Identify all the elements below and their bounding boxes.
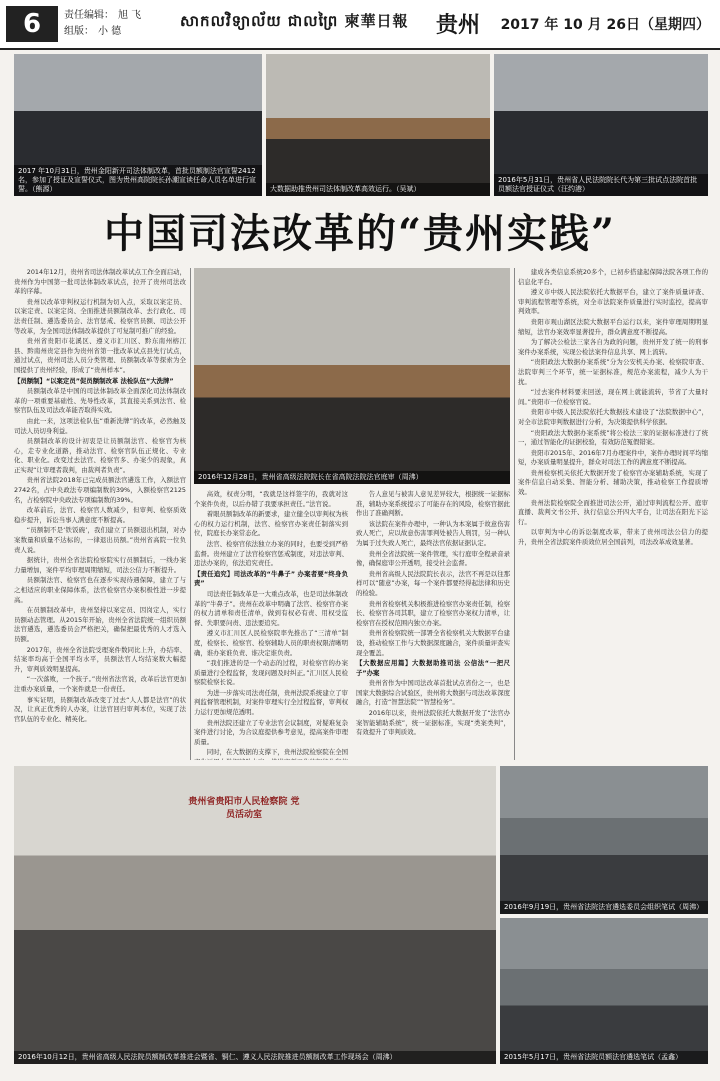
paragraph: 员额制改革的设计初衷是让员额制法官、检察官为核心，走专业化道路，推动法官、检察官队伍正规化、专业化、职业化。改变过去法官、检察官多、办案少的现象，真正实现“让审理者裁判，由裁判者负责”。 [14,437,186,474]
paragraph: “贵阳政法大数据办案系统”将公检法三家的证据标准进行了统一，通过智能化的证据校验，有效防范冤假错案。 [518,428,708,447]
photo-caption: 2017 年10月31日，贵州金阳新开司法体制改革，首批员额制法官宣誓2412名，参加了授证及宣誓仪式，图为贵州高院院长孙潮宣读任命人员名单进行宣誓。（熊源） [14,165,262,196]
article-column-4 [518,268,708,760]
editor-name: 旭 飞 [118,10,142,21]
paragraph: 员额制法官、检察官也在逐步实现待遇保障，建立了与之相适应的职业保障体系，法官检察官办案积极性进一步提高。 [14,576,186,604]
masthead [0,0,720,50]
paragraph: 以审判为中心的诉讼制度改革，带来了贵州司法公信力的提升，贵州全省法院案件质效位居全国前列，司法改革成效显著。 [518,528,708,547]
paragraph: 事实证明，员额制改革改变了过去“人人都是法官”的状况，让真正优秀的人办案，让法官回归审判本位，实现了法官队伍的专业化、精英化。 [14,695,186,723]
paragraph: 贵州省检察机关积极推进检察官办案责任制，检察长、检察官各司其职，建立了检察官办案权力清单，让检察官在授权范围内独立办案。 [356,599,510,627]
photo-caption: 2016年9月19日，贵州省法院法官遴选委员会组织笔试（周沸） [500,901,708,914]
paragraph: 遵义市中级人民法院依托大数据平台，建立了案件质量评查、审判流程管理等系统，对全市法院案件质量进行实时监控，提高审判效率。 [518,288,708,316]
paragraph: 2016年以来，贵州法院依托大数据开发了“法官办案智能辅助系统”，统一证据标准，实现“类案类判”，有效提升了审判质效。 [356,709,510,737]
paragraph: 改革前后，法官、检察官人数减少，但审判、检察质效稳步提升，诉讼当事人满意度不断提高。 [14,506,186,524]
paragraph: 遵义市汇川区人民检察院率先推出了“三清单”制度，检察长、检察官、检察辅助人员的职责权限清晰明确，谁办案谁负责、谁决定谁负责。 [194,629,348,657]
photo-conference-meeting [14,766,496,1064]
paragraph: 2017年，贵州全省法院受理案件数同比上升，办结率、结案率均高于全国平均水平，员额法官人均结案数大幅提升，审判质效明显提高。 [14,645,186,673]
paragraph: 建成各类信息系统20多个，已初步搭建起保障法院各项工作的信息化平台。 [518,268,708,286]
paragraph: 法官、检察官依法独立办案的同时，也要受到严格监督。贵州建立了法官检察官惩戒制度，对违法审判、违法办案的，依法追究责任。 [194,539,348,568]
paragraph: 据统计，贵州全省法院检察院实行员额制后，一线办案力量增加，案件平均审理周期缩短，司法公信力不断提升。 [14,556,186,574]
paragraph: 高效，权责分明，“我就是这样签字的，我就对这个案件负责，以后办错了我要承担责任。”法官说。 [194,490,348,508]
photo-caption: 大数据助推贵州司法体制改革高效运行。（吴斌） [266,183,490,196]
photo-award-ceremony [494,54,708,196]
column-divider [190,268,191,760]
subheading: 【员额制】“以案定员”促员额制改革 法检队伍“大洗牌” [14,376,174,385]
paragraph: 为进一步落实司法责任制，贵州法院系统建立了审判监督管理机制，对案件审理实行全过程监督，审判权力运行更加规范透明。 [194,688,348,717]
photo-written-exam-2 [500,918,708,1064]
column-divider [514,268,515,760]
article-column-3 [356,490,510,760]
photo-caption: 2015年5月17日，贵州省法院员额法官遴选笔试（孟鑫） [500,1051,708,1064]
paragraph: 为了解决公检法三家各自为政的问题，贵州开发了统一的刑事案件办案系统，实现公检法案件信息共享、网上流转。 [518,338,708,356]
photo-oath-ceremony [14,54,262,196]
paragraph: 贵阳市观山湖区法院大数据平台运行以来，案件审理周期明显缩短，法官办案效率显著提升，群众满意度不断提高。 [518,317,708,336]
paper-name: សាកលវិទ្យាល័យ ជាលព្រៃ 柬華日報 [180,12,409,30]
editor-credits [64,8,145,40]
photo-caption: 2016年5月31日，贵州省人民法院院长代为第三批试点法院首批员额法官授证仪式（汪约港） [494,174,708,196]
headline: 中国司法改革的“贵州实践” [103,210,616,257]
paragraph: 2014年12月，贵州省司法体制改革试点工作全面启动，贵州作为中国第一批司法体制改革试点，拉开了贵州司法改革的序幕。 [14,268,186,296]
photo-big-data-court [266,54,490,196]
paragraph: 在员额制改革中，贵州坚持以案定员、因岗定人，实行员额动态管理。从2015年开始，贵州全省法院统一组织员额法官遴选，遴选委员会严格把关，确保把最优秀的人才选入员额。 [14,606,186,643]
paragraph: 告人意见与被害人意见差异较大，根据统一证据标准，辅助办案系统提示了可能存在的风险，检察官据此作出了准确判断。 [356,490,510,518]
hall-sign: 贵州省贵阳市人民检察院 党员活动室 [188,797,300,820]
paragraph: 贵州省作为中国司法改革首批试点省份之一，也是国家大数据综合试验区，贵州将大数据与司法改革深度融合，打造“智慧法院”“智慧检务”。 [356,679,510,707]
paragraph: “员额制不是‘铁饭碗’，我们建立了员额退出机制，对办案数量和质量不达标的，一律退出员额。”贵州省高院一位负责人说。 [14,526,186,554]
paragraph: 同时，在大数据的支撑下，贵州法院检察院在全国 [206,748,348,757]
photo-caption: 2016年10月12日，贵州省高级人民法院员额制改革推进会暨省、铜仁、遵义人民法院推进员额制改革工作现场会（周沸） [14,1051,496,1064]
paragraph: “过去案件材料要来回送，现在网上就能流转，节省了大量时间。”贵阳市一位检察官说。 [518,388,708,406]
section-title: 贵州 [436,12,481,38]
issue-date: 2017 年 10 月 26日（星期四） [500,17,710,33]
subheading: 【大数据应用篇】大数据助推司法 公信法“一把尺子”办案 [356,659,510,677]
paragraph: 贵阳市2015年、2016年7月办理案件中，案件办理时间平均缩短，办案质量明显提升，群众对司法工作的满意度不断提高。 [518,448,708,467]
article-column-1 [14,268,186,760]
paragraph: 贵州检察机关依托大数据开发了检察官办案辅助系统，实现了案件信息自动采集、智能分析、辅助决策，推动检察工作提质增效。 [518,468,708,497]
editor-label: 责任编辑： [64,10,114,21]
paragraph: 贵州省贵阳市花溪区、遵义市汇川区、黔东南州榕江县、黔南州贵定县作为贵州省第一批改革试点县先行试点，通过试点，贵州司法人员分类管理、员额制改革等探索为全国提供了贵州经验，形成了“贵州样本”。 [14,337,186,374]
article-column-2 [194,490,348,760]
layout-label: 组版： [64,26,94,37]
paragraph: 贵州省检察院统一部署全省检察机关大数据平台建设，推动检察工作与大数据深度融合，案件质量评查实现全覆盖。 [356,629,510,657]
paragraph: 着眼员额制改革的新要求，建立健全以审判权为核心的权力运行机制，法官、检察官办案责任制落实到位，院庭长办案常态化。 [194,510,348,538]
paragraph: 司法责任制改革是一大重点改革，也是司法体制改革的“牛鼻子”。贵州在改革中明确了法官、检察官办案的权力清单和责任清单，做到有权必有责、用权受监督、失职要问责、违法要追究。 [194,589,348,627]
paragraph: 贵州全省法院统一案件管理，实行庭审全程录音录像，确保庭审公开透明，接受社会监督。 [356,549,510,568]
paragraph: “我们推进的是一个动态的过程，对检察官的办案质量进行全程监督，发现问题及时纠正。”汇川区人民检察院检察长说。 [194,659,348,687]
paragraph: “贵阳政法大数据办案系统”分为公安机关办案、检察院审查、法院审判三个环节，统一证据标准，规范办案流程，减少人为干扰。 [518,358,708,386]
paragraph: 贵州法院检察院全面推进司法公开，通过审判流程公开、庭审直播、裁判文书公开、执行信息公开四大平台，让司法在阳光下运行。 [518,498,708,526]
paragraph: 由此一来，这项法检队伍“重新洗牌”的改革，必然触及司法人员切身利益。 [14,416,186,435]
page-number: 6 [6,6,58,42]
paragraph: 贵州法院还建立了专业法官会议制度，对疑难复杂案件进行讨论，为合议庭提供参考意见，提高案件审理质量。 [194,718,348,746]
paragraph: 贵州以改革审判权运行机制为切入点，采取以案定员、以案定责、以案定岗、全面推进员额制改革、去行政化、司法责任制、遴选委员会、法官惩戒、检察官员额、司法公开等改革，为全国司法体制改革提供了可复制可推广的经验。 [14,297,186,335]
paragraph: 贵州省法院2018年已完成员额法官遴选工作，入额法官2742名，占中央政法专项编制数的39%，入额检察官2125名，占检察院中央政法专项编制数的39%。 [14,476,186,504]
paragraph: 员额制改革是中国的司法体制改革全面深化司法体制改革的一项重要基础性、先导性改革，其直接关系到法官、检察官队伍及司法改革能否取得实效。 [14,387,186,415]
paragraph: 该法院在案件办理中，一种认为本案属于故意伤害致人死亡，应以故意伤害罪判处被告人刑罚，另一种认为属于过失致人死亡，最终法官依据证据认定。 [356,519,510,547]
paragraph: 贵州省高级人民法院院长表示，法官不再是以往那样可以“随意”办案，每一个案件都要经得起法律和历史的检验。 [356,569,510,597]
paragraph: “一次落败，一个孩子。”贵州省法官说，改革后法官更加注重办案质量，一个案件就是一份责任。 [14,675,186,693]
layout-name: 小 德 [98,26,122,37]
photo-caption: 2016年12月28日，贵州省高级法院院长在省高院法院法官庭审（周沸） [194,471,510,484]
photo-courtroom-trial [194,268,510,484]
photo-written-exam-1 [500,766,708,914]
subheading: 【责任追究】司法改革的“牛鼻子” 办案者要“终身负责” [194,569,348,588]
paragraph: 贵阳市中级人民法院依托大数据技术建设了“法院数据中心”，对全市法院审判数据进行分析，为决策提供科学依据。 [518,408,708,426]
